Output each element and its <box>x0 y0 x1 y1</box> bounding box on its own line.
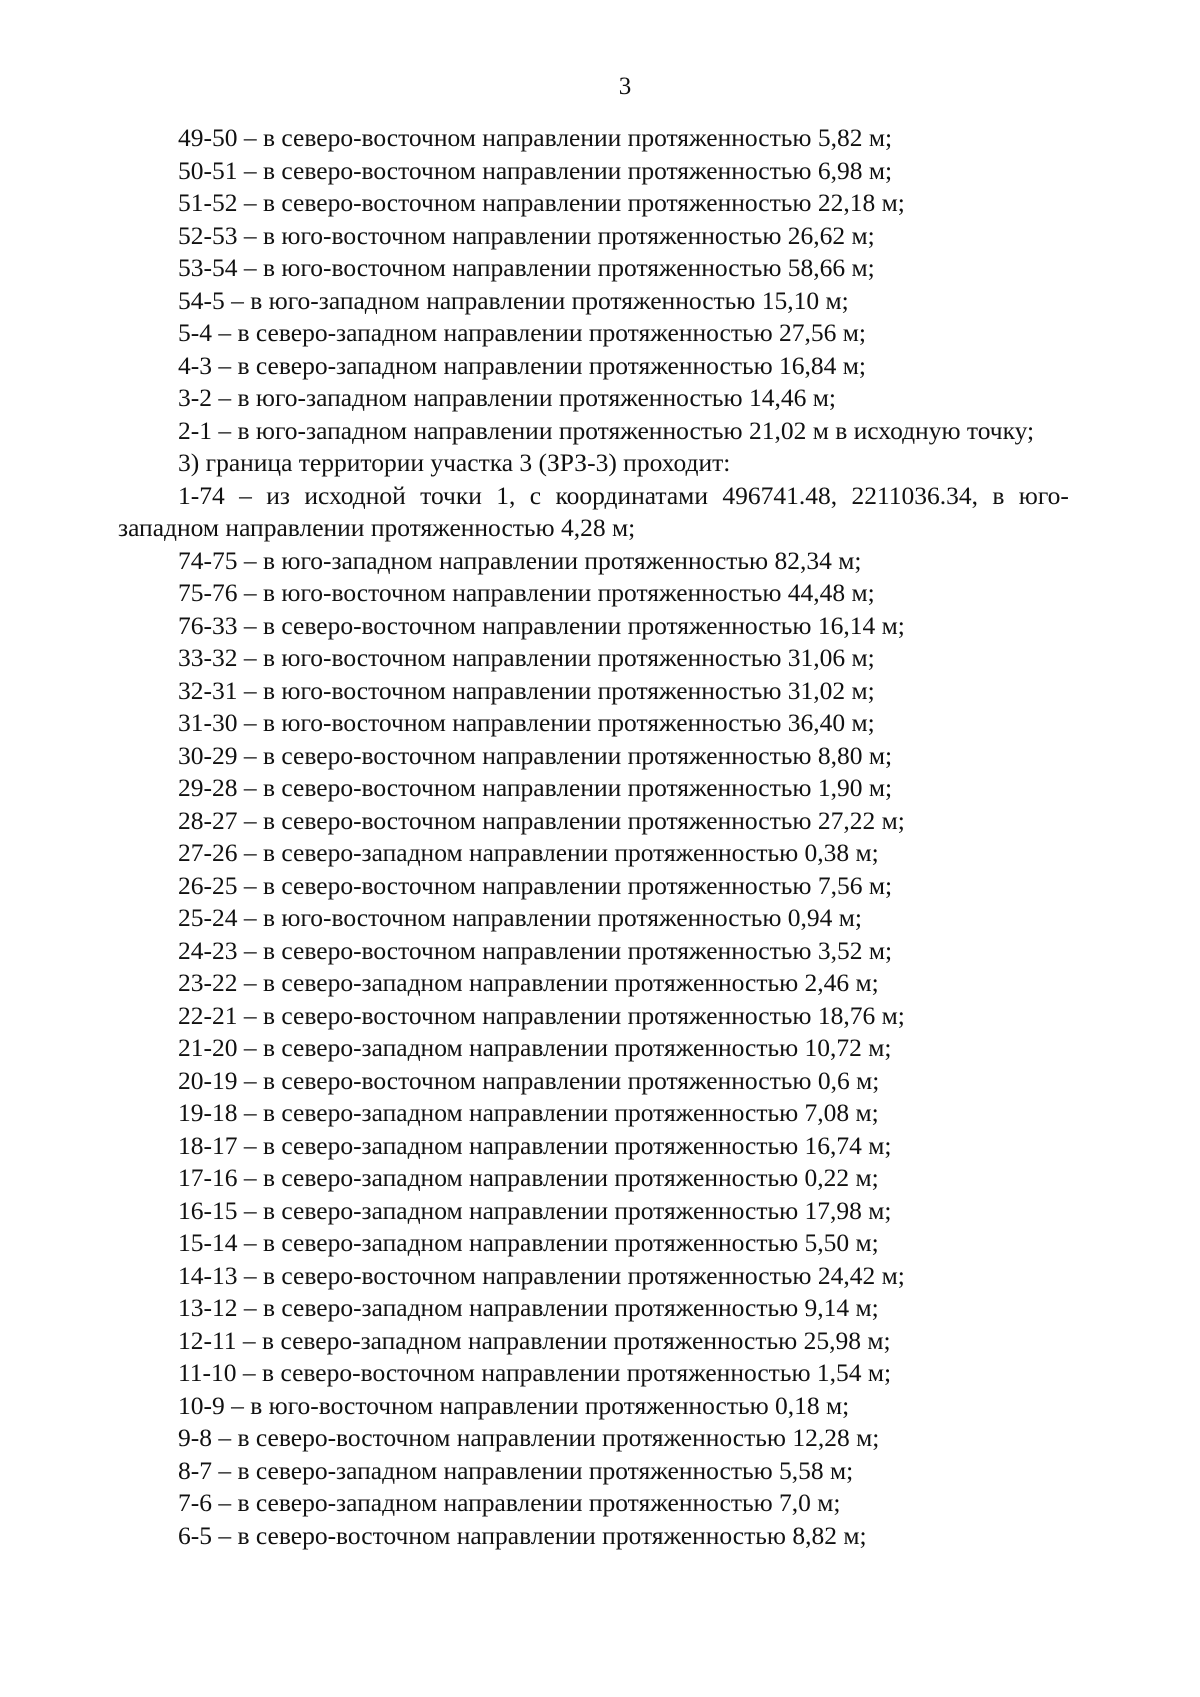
boundary-segment-line: 11-10 – в северо-восточном направлении протяженностью 1,54 м; <box>178 1358 892 1387</box>
boundary-segment-line: 50-51 – в северо-восточном направлении протяженностью 6,98 м; <box>178 155 893 185</box>
boundary-segment-line: 5-4 – в северо-западном направлении протяженностью 27,56 м; <box>178 318 866 347</box>
boundary-segment-line: 12-11 – в северо-западном направлении протяженностью 25,98 м; <box>178 1325 891 1355</box>
boundary-segment-line: 31-30 – в юго-восточном направлении протяженностью 36,40 м; <box>178 708 875 737</box>
boundary-segment-line: 3-2 – в юго-западном направлении протяженностью 14,46 м; <box>178 383 836 412</box>
boundary-segment-line: 8-7 – в северо-западном направлении протяженностью 5,58 м; <box>178 1455 854 1485</box>
boundary-segment-line: 2-1 – в юго-западном направлении протяженностью 21,02 м в исходную точку; <box>178 415 1035 445</box>
section-1-continuation <box>118 122 1138 447</box>
boundary-segment-line: 49-50 – в северо-восточном направлении протяженностью 5,82 м; <box>178 123 893 152</box>
boundary-segment-line: 13-12 – в северо-западном направлении протяженностью 9,14 м; <box>178 1293 879 1322</box>
boundary-segment-line: 27-26 – в северо-западном направлении протяженностью 0,38 м; <box>178 838 879 867</box>
boundary-segment-line: 54-5 – в юго-западном направлении протяженностью 15,10 м; <box>178 285 849 315</box>
boundary-segment-line: 20-19 – в северо-восточном направлении протяженностью 0,6 м; <box>178 1065 880 1095</box>
boundary-segment-line: 26-25 – в северо-восточном направлении протяженностью 7,56 м; <box>178 870 893 900</box>
boundary-segment-line: 74-75 – в юго-западном направлении протяженностью 82,34 м; <box>178 545 862 575</box>
boundary-segment-line: 9-8 – в северо-восточном направлении протяженностью 12,28 м; <box>178 1423 880 1452</box>
boundary-segment-line: 10-9 – в юго-восточном направлении протяженностью 0,18 м; <box>178 1390 850 1420</box>
boundary-segment-line: 51-52 – в северо-восточном направлении протяженностью 22,18 м; <box>178 188 905 217</box>
boundary-segment-line: 30-29 – в северо-восточном направлении протяженностью 8,80 м; <box>178 740 893 770</box>
boundary-segment-first-line: 1-74 – из исходной точки 1, с координатами 496741.48, 2211036.34, в юго- <box>178 480 1069 510</box>
boundary-segment-line: 4-3 – в северо-западном направлении протяженностью 16,84 м; <box>178 350 866 380</box>
boundary-segment-line: 75-76 – в юго-восточном направлении протяженностью 44,48 м; <box>178 578 875 607</box>
boundary-segment-line: 24-23 – в северо-восточном направлении протяженностью 3,52 м; <box>178 935 893 965</box>
boundary-segment-line: 21-20 – в северо-западном направлении протяженностью 10,72 м; <box>178 1033 892 1062</box>
boundary-segment-line: 15-14 – в северо-западном направлении протяженностью 5,50 м; <box>178 1228 879 1257</box>
boundary-segment-line: 33-32 – в юго-восточном направлении протяженностью 31,06 м; <box>178 643 875 672</box>
boundary-segment-line: 17-16 – в северо-западном направлении протяженностью 0,22 м; <box>178 1163 879 1192</box>
boundary-segment-line: 6-5 – в северо-восточном направлении протяженностью 8,82 м; <box>178 1520 867 1550</box>
boundary-segment-line: 7-6 – в северо-западном направлении протяженностью 7,0 м; <box>178 1488 841 1517</box>
boundary-segment-line: 28-27 – в северо-восточном направлении протяженностью 27,22 м; <box>178 805 905 835</box>
section-3-heading: 3) граница территории участка 3 (ЗРЗ-3) проходит: <box>178 448 731 477</box>
boundary-segment-line: 23-22 – в северо-западном направлении протяженностью 2,46 м; <box>178 968 879 997</box>
section-3-list <box>118 480 1138 1553</box>
boundary-segment-line: 18-17 – в северо-западном направлении протяженностью 16,74 м; <box>178 1130 892 1160</box>
document-body <box>118 122 1138 1552</box>
boundary-segment-line: 29-28 – в северо-восточном направлении протяженностью 1,90 м; <box>178 773 893 802</box>
boundary-segment-line: 32-31 – в юго-восточном направлении протяженностью 31,02 м; <box>178 675 875 705</box>
boundary-segment-line: 14-13 – в северо-восточном направлении протяженностью 24,42 м; <box>178 1260 905 1290</box>
boundary-segment-line: 16-15 – в северо-западном направлении протяженностью 17,98 м; <box>178 1195 892 1225</box>
boundary-segment-line: 53-54 – в юго-восточном направлении протяженностью 58,66 м; <box>178 253 875 282</box>
boundary-segment-line: 22-21 – в северо-восточном направлении протяженностью 18,76 м; <box>178 1000 905 1030</box>
boundary-segment-line: 19-18 – в северо-западном направлении протяженностью 7,08 м; <box>178 1098 879 1127</box>
boundary-segment-line: 52-53 – в юго-восточном направлении протяженностью 26,62 м; <box>178 220 875 250</box>
boundary-segment-first-line-continuation: западном направлении протяженностью 4,28 м; <box>118 513 636 542</box>
page-number: 3 <box>618 73 632 100</box>
boundary-segment-line: 25-24 – в юго-восточном направлении протяженностью 0,94 м; <box>178 903 863 932</box>
boundary-segment-line: 76-33 – в северо-восточном направлении протяженностью 16,14 м; <box>178 610 905 640</box>
